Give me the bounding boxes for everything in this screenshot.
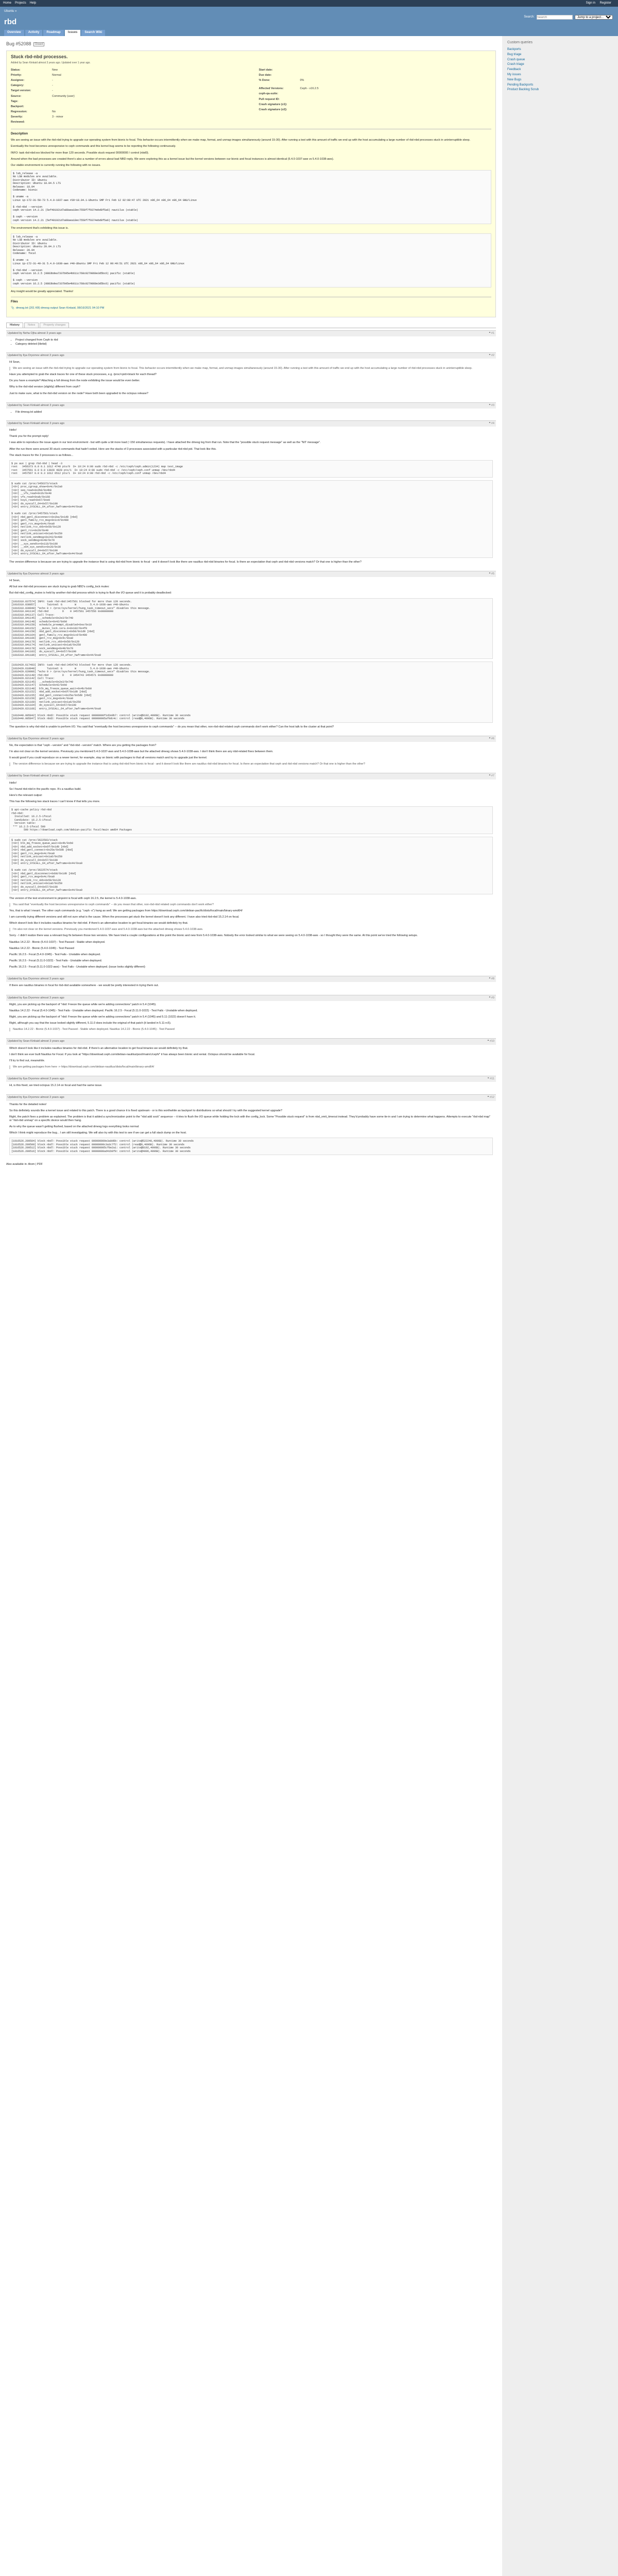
journal-actions bbox=[489, 332, 494, 335]
journal-body bbox=[6, 1082, 496, 1092]
journal-number[interactable]: #12 bbox=[489, 1096, 494, 1099]
note-paragraph: Here's the relevant output: bbox=[9, 793, 43, 797]
quote-icon[interactable]: ❝ bbox=[489, 332, 491, 335]
attribute-key: Priority: bbox=[11, 74, 22, 77]
sidebar-query-link[interactable]: Crash triage bbox=[507, 63, 524, 66]
attribute-key: Backport: bbox=[11, 105, 24, 108]
attributes-left bbox=[11, 69, 244, 126]
attribute-key: ceph-qa-suite: bbox=[259, 92, 279, 96]
change-item: • Project changed from Ceph to rbd bbox=[15, 338, 493, 342]
sidebar-query-link[interactable]: Feedback bbox=[507, 68, 521, 72]
journal-number[interactable]: #11 bbox=[490, 1077, 494, 1081]
journal-entry bbox=[6, 773, 496, 974]
code-block: [1016310.837574] INFO: task rbd-nbd:3457561 blocked for more than 120 seconds. [1016310.838857] Tainted: G W 5.4.0-1038-aws #40-Ubuntu [1016310.839940] "echo 0 > /proc/sys/kernel/hung_task_timeout_secs" disables this message. [1016310.841134] rbd-nbd D 0 3457561 3457556 0x00000000 [1016310.841137] Call Trace: [1016310.841145] __schedule+0x2e3/0x740 [1016310.841148] schedule+0x42/0xb0 [1016310.841150] schedule_preempt_disabled+0xe/0x10 [1016310.841152] __mutex_lock.isra.0+0x182/0x4f0 [1016310.841158] nbd_genl_disconnect+0xb8/0x1d0 [nbd] [1016310.841164] genl_family_rcv_msg+0x1cd/0x400 [1016310.841166] genl_rcv_msg+0x4c/0xa0 [1016310.841170] netlink_rcv_skb+0x50/0x120 [1016310.841174] netlink_unicast+0x1a6/0x250 [1016310.841178] sock_sendmsg+0x48/0x70 [1016310.841183] do_syscall_64+0x57/0x190 [1016310.841186] entry_SYSCALL_64_after_hwframe+0x44/0xa9 bbox=[9, 598, 493, 659]
main-menu bbox=[4, 30, 105, 36]
header bbox=[0, 7, 618, 36]
journal-body bbox=[6, 359, 496, 400]
description-para: Eventually the host becomes unresponsive to ceph commands and this kernel bug seems to be reporting the following continuously. bbox=[11, 145, 176, 148]
attribute-row bbox=[11, 74, 244, 77]
journal-header bbox=[6, 571, 496, 577]
note-paragraph: The question is why rbd-nbd is unable to perform I/O. You said that "eventually the host becomes unresponsive to ceph commands" -- do you mean that other, non-rbd-nbd related ceph commands don't work either? Can the host talk to the cluster at that point? bbox=[9, 725, 334, 728]
projects-link[interactable]: Projects bbox=[15, 1, 26, 5]
attribute-row bbox=[259, 74, 492, 77]
quote-block: You said that "eventually the host becomes unresponsive to ceph commands" -- do you mean that other, non-rbd-nbd related ceph commands don't work either? bbox=[9, 903, 493, 907]
env-stable-code: $ lsb_release -a No LSB modules are available. Distributor ID: Ubuntu Description: Ubuntu 18.04.5 LTS Release: 18.04 Codename: bionic $ uname -a Linux ip-172-31-50-73 5.4.0-1037-aws #39~18.04.1-Ubuntu SMP Fri Feb 12 02:08:47 UTC 2021 x86_64 x86_64 x86_64 GNU/Linux $ rbd-nbd --version ceph version 14.2.21 (5ef401921d7a88aea18ec7558f7f9374ebd8f5a6) nautilus (stable) $ ceph --version ceph version 14.2.21 (5ef401921d7a88aea18ec7558f7f9374ebd8f5a6) nautilus (stable) bbox=[11, 170, 491, 225]
attribute-row bbox=[11, 121, 244, 124]
code-block: $ ps aux | grep rbd-nbd | head -3 root 3456373 0.0 0.1 1612 4740 pts/0 D+ 19:24 0:00 sudo rbd-nbd -c /etc/ceph/ceph.admin(1234) map test_image root 3457561 0.0 0.0 13028 4828 pts/1 D+ 19:24 0:00 sudo rbd-nbd -c /etc/ceph/ceph.conf unmap /dev/nbd4 root 3457567 0.0 0.3 1612 6512 pts/1 D+ 19:24 0:00 rbd-nbd -c /etc/ceph/ceph.conf unmap /dev/nbd4 bbox=[9, 460, 493, 478]
attribute-row bbox=[259, 87, 492, 91]
export-links[interactable]: Also available in: Atom | PDF bbox=[6, 1163, 43, 1166]
quote-icon[interactable]: ❝ bbox=[489, 403, 491, 407]
note-paragraph: Which I think might reproduce the bug... I am still investigating. We will also try with this test to see if we can get a full stack dump on the host. bbox=[9, 1131, 187, 1135]
attribute-value: 3 - minor bbox=[52, 115, 63, 119]
attribute-value: - bbox=[52, 79, 53, 82]
journal-header bbox=[6, 976, 496, 982]
attribute-key: Due date: bbox=[259, 74, 272, 77]
note-paragraph: No, the expectation is that "ceph --version" and "rbd-nbd --version" match. Where are you getting the packages from? bbox=[9, 743, 157, 747]
note-paragraph: Which doesn't look like it includes nautilus binaries for rbd-nbd. If there's an alternative location to get focal binaries we would definitely try that. bbox=[9, 922, 188, 925]
attribute-key: % Done: bbox=[259, 79, 270, 82]
attribute-row bbox=[11, 105, 244, 109]
description-para: Any insight would be greatly appreciated. Thanks! bbox=[11, 290, 74, 294]
journal-author[interactable]: Updated by Ilya Dryomov almost 3 years ago bbox=[8, 1077, 64, 1081]
quote-block: We are getting packages from here -> https://download.ceph.com/debian-nautilus/dists/focal/main/binary-amd64/ bbox=[9, 1065, 493, 1069]
issue-box bbox=[6, 50, 496, 317]
journal-actions bbox=[489, 737, 494, 741]
code-block: $ sudo cat /proc/3456373/stack [<0>] proc_cgroup_show+0x4c/0x2a0 [<0>] seq_read+0x2b0/0x4b0 [<0>] __vfs_read+0x1b/0x40 [<0>] vfs_read+0xab/0x160 [<0>] ksys_read+0x67/0xe0 [<0>] do_syscall_64+0x57/0x190 [<0>] entry_SYSCALL_64_after_hwframe+0x44/0xa9 $ sudo cat /proc/3457561/stack [<0>] nbd_genl_disconnect+0x1ba/0x1d0 [nbd] [<0>] genl_family_rcv_msg+0x1cd/0x400 [<0>] genl_rcv_msg+0x4c/0xa0 [<0>] netlink_rcv_skb+0x50/0x120 [<0>] genl_rcv+0x29/0x40 [<0>] netlink_unicast+0x1a6/0x250 [<0>] netlink_sendmsg+0x243/0x480 [<0>] sock_sendmsg+0x48/0x70 [<0>] __sys_sendto+0x118/0x190 [<0>] __x64_sys_sendto+0x28/0x30 [<0>] do_syscall_64+0x57/0x190 [<0>] entry_SYSCALL_64_after_hwframe+0x44/0xa9 bbox=[9, 480, 493, 558]
note-paragraph: Sorry - I didn't realize there was a relevant bug fix between those two versions. We have tried a couple configurations at this point the bionic and new from 5.4.0-1038-aws. Nobody the error looked similar to what we were seeing on 5.4.0-1038-aws - so I thought they were the same. At this point we've tried the following setups. bbox=[9, 934, 418, 938]
quote-icon[interactable]: ❝ bbox=[487, 1040, 490, 1043]
attribute-row bbox=[11, 115, 244, 119]
code-block: [1016526.209504] block nbd7: Possible stuck request 000000009e3a0d6b: control (write@522240,4096B). Runtime 30 seconds [1016526.209509] block nbd7: Possible stuck request 00000000c3a3c7f2: control (read@0,4096B). Runtime 30 seconds [1016526.209512] block nbd7: Possible stuck request 000000005cf8e2a1: control (write@8192,4096B). Runtime 30 seconds [1016526.209516] block nbd7: Possible stuck request 00000000ad41b0f9: control (write@4096,4096B). Runtime 30 seconds bbox=[9, 1138, 493, 1155]
tab-search-wiki[interactable]: Search Wiki bbox=[81, 30, 105, 36]
journal-body bbox=[6, 427, 496, 569]
journal-header bbox=[6, 1076, 496, 1082]
register-link[interactable]: Register bbox=[599, 1, 611, 5]
quick-search bbox=[524, 15, 613, 20]
tab-issues[interactable]: Issues bbox=[65, 30, 81, 36]
journal-entry bbox=[6, 420, 496, 569]
attribute-value: Normal bbox=[52, 74, 61, 77]
attribute-value: Ceph - v16.2.5 bbox=[300, 87, 319, 91]
attribute-value: - bbox=[52, 84, 53, 88]
attribute-key: Status: bbox=[11, 68, 21, 72]
tab-activity[interactable]: Activity bbox=[25, 30, 43, 36]
attribute-key: Regression: bbox=[11, 110, 27, 113]
journal-entry bbox=[6, 1094, 496, 1160]
note-paragraph: Hello! bbox=[9, 781, 17, 785]
note-paragraph: As to why the queue wasn't getting flushed, based on the attached dmesg logs everything looks normal: bbox=[9, 1125, 140, 1129]
note-paragraph: But rbd-nbd_config_mutex is held by another rbd-nbd process which is trying to flush the I/O queue and it is probably deadlocked: bbox=[9, 591, 172, 595]
tab-property-changes[interactable]: Property changes bbox=[40, 323, 69, 328]
quote-block: The version difference is because we are trying to upgrade the instance that is using rbd-nbd from bionic to focal - and it doesn't look like there are nautilus rbd-nbd binaries for focal. Is there an expectation that ceph and rbd-nbd versions match? Or that one is higher than the other? bbox=[9, 762, 493, 766]
journal-actions bbox=[489, 774, 494, 778]
journal-actions bbox=[488, 1077, 494, 1081]
change-item: • Category deleted (librbd) bbox=[15, 343, 493, 346]
note-paragraph: Thank you for the prompt reply! bbox=[9, 435, 49, 438]
quote-icon[interactable]: ❝ bbox=[489, 353, 491, 357]
attribute-key: Category: bbox=[11, 84, 24, 88]
quote-block: We are seeing an issue with the rbd-nbd trying to upgrade our operating system from bionic to focal. This behavior occurs intermittently when we make map, format, and unmap images simultaneously (around 15-30). After running a test with this amount of traffic we end up with the host accumulating a large number of rbd-nbd processes stuck in uninterruptible sleep. bbox=[9, 367, 493, 370]
note-paragraph: Hi Sean, bbox=[9, 579, 21, 583]
journal-actions bbox=[489, 996, 494, 1000]
note-paragraph: Right, the patch fixes a problem as explained. The problem is that it added a synchronization point to the "nbd add sock" sequence -- it tries to flush the I/O queue while holding the lock with the config_lock. Some "Possible stuck request" is from nbd_xmit_timeout instead. They'd probably have some tie-in and I am trying to determine what happens. Attempts to execute "rbd-nbd map" or "rbd-nbd unmap" on a specific device would then hang. bbox=[9, 1115, 491, 1122]
attachment-link[interactable]: dmesg.txt (201 KB) dmesg output Sean Kinkaid, 08/16/2021 04:10 PM bbox=[15, 307, 105, 310]
files-label: Files bbox=[11, 300, 18, 304]
note-paragraph: So this definitely sounds like a kernel issue and related to this patch. There is a good chance it is fixed upstream - or is this worthwhile as backport to distributions so what should I try with the suggested kernel upgrade? bbox=[9, 1109, 283, 1112]
note-paragraph: Right, although you say that the issue looked slightly different, 5.11.0 does include the original of that patch (it landed in 5.11-rc5). bbox=[9, 1022, 171, 1025]
attribute-row bbox=[11, 95, 244, 98]
journal-header bbox=[6, 420, 496, 427]
description bbox=[11, 132, 491, 294]
code-block: [1016429.617493] INFO: task rbd-nbd:3454743 blocked for more than 120 seconds. [1016429.618940] Tainted: G W 5.4.0-1038-aws #40-Ubuntu [1016429.620006] "echo 0 > /proc/sys/kernel/hung_task_timeout_secs" disables this message. [1016429.621140] rbd-nbd D 0 3454743 3454571 0x00000000 [1016429.621142] Call Trace: [1016429.621145] __schedule+0x2e3/0x740 [1016429.621147] schedule+0x42/0xb0 [1016429.621148] blk_mq_freeze_queue_wait+0x4b/0xb0 [1016429.621152] nbd_add_socket+0x6f/0x1d0 [nbd] [1016429.621155] nbd_genl_connect+0x25e/0x5d0 [nbd] [1016429.621156] genl_rcv_msg+0x4c/0xa0 [1016429.621160] netlink_unicast+0x1a6/0x250 [1016429.621164] do_syscall_64+0x57/0x190 [1016429.621166] entry_SYSCALL_64_after_hwframe+0x44/0xa9 [1016440.005842] block nbd2: Possible stuck request 00000000f1d2e9b7: control (write@8192,4096B). Runtime 30 seconds [1016440.005847] block nbd2: Possible stuck request 000000005af0dc4c: control (read@0,4096B). Runtime 30 seconds bbox=[9, 662, 493, 723]
attribute-key: Affected Versions: bbox=[259, 87, 284, 91]
help-link[interactable]: Help bbox=[29, 1, 37, 5]
note-paragraph: So I found rbd-nbd in the pacific repo. It's a nautilus build. bbox=[9, 787, 81, 791]
note-paragraph: The stack traces for the 3 processes is as follows... bbox=[9, 453, 74, 457]
note-paragraph: Right, you are picking up the backport of "nbd: Freeze the queue while we're adding connections" patch in 5.4 (1045). bbox=[9, 1003, 157, 1006]
attribute-key: Tags: bbox=[11, 99, 19, 103]
journal-entry bbox=[6, 402, 496, 418]
issue-heading: Bug #52088 bbox=[6, 41, 31, 46]
sidebar-query-link[interactable]: New Bugs bbox=[507, 78, 522, 81]
attribute-row bbox=[259, 92, 492, 96]
journal-number[interactable]: #2 bbox=[491, 353, 494, 357]
note-paragraph: Nautilus 14.2.22 - Bionic (5.4.0-1037) - Test Passed - Stable when deployed. bbox=[9, 940, 106, 944]
journal-header bbox=[6, 1038, 496, 1044]
sidebar-query-link[interactable]: Bug triage bbox=[507, 53, 522, 56]
journal-body bbox=[6, 1001, 496, 1037]
journal-body bbox=[6, 779, 496, 974]
journal-actions bbox=[489, 422, 494, 426]
quote-icon[interactable]: ❝ bbox=[489, 421, 491, 425]
code-block: $ apt-cache policy rbd-nbd rbd-nbd: Installed: 16.2.5-1focal Candidate: 16.2.5-1focal Version table: *** 16.2.5-1focal 500 500 https://download.ceph.com/debian-pacific focal/main amd64 Packages bbox=[9, 806, 493, 834]
journal-actions bbox=[489, 354, 494, 358]
journal-author[interactable]: Updated by Sean Kinkaid almost 3 years ago bbox=[8, 1040, 65, 1043]
sidebar-query-link[interactable]: Pending Backports bbox=[507, 83, 534, 87]
note-paragraph: Just to make sure, what is the rbd-nbd version on the node? Have both been upgraded to the octopus release? bbox=[9, 392, 148, 395]
journal-author[interactable]: Updated by Ilya Dryomov almost 3 years ago bbox=[8, 996, 64, 999]
description-para: Our stable environment is currently running the following with no issues. bbox=[11, 163, 101, 167]
description-para: We are seeing an issue with the rbd-nbd trying to upgrade our operating system from bionic to focal. This behavior occurs intermittently when we make map, format, and unmap images simultaneously (around 15-30). After running a test with this amount of traffic we end up with the host accumulating a large number of rbd-nbd processes stuck in uninterruptible sleep. bbox=[11, 139, 471, 142]
note-paragraph: The version of the test environment to pinpoint is focal with ceph 16.2.5, the kernel is 5.4.0-1038-aws. bbox=[9, 896, 137, 900]
search-input[interactable] bbox=[537, 15, 573, 20]
journal-entry bbox=[6, 736, 496, 771]
note-paragraph: I'm also not clear on the kernel versions. Previously you mentioned 5.4.0-1037-aws and 5.4.0-1038-aws but the attached dmesg shows 5.4.0-1038-aws. I don't think there are any nbd-related fixes between them. bbox=[9, 750, 273, 753]
note-paragraph: I don't think we ever built Nautilus for Focal. If you look at "https://download.ceph.com/debian-nautilus/pool/main/c/ceph/" it has always been bionic and xenial. Octopus should be available for focal. bbox=[9, 1053, 255, 1056]
journal-header bbox=[6, 773, 496, 779]
journal-entry bbox=[6, 571, 496, 734]
change-list bbox=[15, 411, 493, 414]
journal-number[interactable]: #1 bbox=[491, 332, 494, 335]
journal-author[interactable]: Updated by Sean Kinkaid almost 3 years ago bbox=[8, 421, 65, 425]
attribute-key: Assignee: bbox=[11, 79, 25, 82]
journal-actions bbox=[487, 1040, 494, 1043]
attribute-key: Reviewed: bbox=[11, 121, 25, 124]
attribute-row bbox=[11, 89, 244, 93]
journal-author[interactable]: Updated by Neha Ojha almost 3 years ago bbox=[8, 332, 61, 335]
journal-header bbox=[6, 330, 496, 336]
journal-entry bbox=[6, 352, 496, 400]
project-title: rbd bbox=[4, 17, 17, 26]
attribute-row bbox=[11, 110, 244, 114]
top-menu bbox=[0, 0, 618, 7]
change-item: • File dmesg.txt added bbox=[15, 411, 493, 414]
journal-body bbox=[6, 577, 496, 734]
attribute-row bbox=[11, 84, 244, 88]
note-paragraph: Pacific 16.2.5 - Focal (5.4.0-1045) - Test Fails - Unstable when deployed. bbox=[9, 953, 101, 956]
attribute-key: Pull request ID: bbox=[259, 97, 280, 101]
journal-entry bbox=[6, 995, 496, 1037]
description-para: INFO: task rbd-nbd:xxx blocked for more than 120 seconds. Possible stuck request 00000000 / control (nbd0). bbox=[11, 151, 149, 155]
issue-subject: Stuck rbd-nbd processes. bbox=[11, 54, 68, 59]
quote-icon[interactable]: ❝ bbox=[489, 977, 491, 981]
paperclip-icon: 📎 bbox=[11, 307, 14, 310]
description-para: Around when the bad processes are created there's also a number of errors about bad NBD reply. We were exploring this as a kernel issue but the kernel versions between our bionic and focal instances is almost identical (5.4.0-1037-aws vs 5.4.0-1038-aws). bbox=[11, 157, 334, 161]
attribute-key: Severity: bbox=[11, 115, 23, 119]
sidebar-query-link[interactable]: Crash queue bbox=[507, 58, 525, 61]
journal-author[interactable]: Updated by Ilya Dryomov almost 3 years ago bbox=[8, 1096, 64, 1099]
attribute-value: 0% bbox=[300, 79, 304, 82]
journal-header bbox=[6, 1094, 496, 1100]
attribute-key: Start date: bbox=[259, 68, 273, 72]
change-list bbox=[15, 338, 493, 346]
attributes bbox=[11, 69, 491, 126]
journal-header bbox=[6, 352, 496, 359]
attribute-value: New bbox=[52, 68, 58, 72]
issue-author: Added by Sean Kinkaid almost 3 years ago. Updated over 1 year ago. bbox=[11, 61, 91, 65]
journal-header bbox=[6, 736, 496, 742]
journal-number[interactable]: #6 bbox=[491, 737, 494, 740]
journal-number[interactable]: #8 bbox=[491, 977, 494, 981]
journal-author[interactable]: Updated by Ilya Dryomov almost 3 years ago bbox=[8, 353, 64, 357]
note-paragraph: Thanks for the detailed notes! bbox=[9, 1103, 47, 1106]
journal-entry bbox=[6, 330, 496, 350]
home-link[interactable]: Home bbox=[3, 1, 12, 5]
attribute-row bbox=[11, 79, 244, 82]
note-paragraph: If there are nautilus binaries in focal for rbd-nbd available somewhere - we would be pretty interested in trying them out. bbox=[9, 984, 159, 988]
env-unstable-code: $ lsb_release -a No LSB modules are available. Distributor ID: Ubuntu Description: Ubuntu 20.04.3 LTS Release: 20.04 Codename: focal $ uname -a Linux ip-172-31-49-31 5.4.0-1038-aws #40-Ubuntu SMP Fri Feb 12 00:49:51 UTC 2021 x86_64 x86_64 x86_64 GNU/Linux $ rbd-nbd --version ceph version 16.2.5 (0883bdea7337b95e4b611c768c0279868e3d5bc6) pacific (stable) $ ceph --version ceph version 16.2.5 (0883bdea7337b95e4b611c768c0279868e3d5bc6) pacific (stable) bbox=[11, 233, 491, 288]
attribute-row bbox=[11, 69, 244, 72]
journal-header bbox=[6, 995, 496, 1001]
journal-entry bbox=[6, 1038, 496, 1074]
note-paragraph: I'll try to find out, meanwhile. bbox=[9, 1059, 45, 1062]
attribute-value: No bbox=[52, 110, 56, 113]
journal-body bbox=[6, 742, 496, 771]
journal-actions bbox=[487, 1096, 494, 1099]
quote-block: I'm also not clear on the kernel versions. Previously you mentioned 5.4.0-1037-aws and 5.4.0-1038-aws but the attached dmesg shows 5.4.0-1038-aws. bbox=[9, 928, 493, 931]
journal-entry bbox=[6, 1076, 496, 1092]
journal-number[interactable]: #7 bbox=[491, 774, 494, 778]
journal-author[interactable]: Updated by Sean Kinkaid almost 3 years ago bbox=[8, 403, 65, 407]
sidebar bbox=[502, 36, 618, 2576]
attribute-key: Crash signature (v2): bbox=[259, 108, 287, 111]
journal-author[interactable]: Updated by Ilya Dryomov almost 3 years ago bbox=[8, 572, 64, 575]
journal-author[interactable]: Updated by Ilya Dryomov almost 3 years ago bbox=[8, 977, 64, 981]
journal-number[interactable]: #3 bbox=[491, 403, 494, 407]
sidebar-title: Custom queries bbox=[507, 41, 533, 44]
history bbox=[6, 330, 496, 1160]
note-paragraph: Pacific 16.2.5 - Focal (5.11.0-1022-aws) - Test Fails - Unstable when deployed. (issue looks slightly different) bbox=[9, 965, 145, 969]
note-paragraph: After the run there were around 30 stuck commands that hadn't exited. Here are the stacks of 3 processes associated with a particular rbd-nbd pid. That look like this. bbox=[9, 447, 217, 451]
sidebar-query-link[interactable]: Backports bbox=[507, 48, 521, 52]
description-para: The environment that's exhibiting this issue is. bbox=[11, 227, 69, 230]
journal-author[interactable]: Updated by Sean Kinkaid almost 3 years ago bbox=[8, 774, 65, 778]
attribute-row bbox=[259, 79, 492, 82]
journal-body bbox=[6, 336, 496, 350]
note-paragraph: All but one rbd-nbd processes are stuck trying to grab NBD's config_lock mutex: bbox=[9, 585, 110, 589]
note-paragraph: I was able to reproduce the issue again in our test environment - but with quite a bit more load (~150 simultaneous requests). I have attached the dmesg log from that run. Note that the "possible stuck request message" as well as the "NIT message". bbox=[9, 441, 321, 445]
status-badge: Closed bbox=[33, 42, 45, 47]
jump-select[interactable] bbox=[575, 15, 613, 20]
files-section bbox=[11, 300, 491, 310]
search-label: Search: bbox=[524, 15, 535, 19]
quote-icon[interactable]: ❝ bbox=[487, 1077, 490, 1081]
journal-number[interactable]: #5 bbox=[491, 572, 494, 575]
quote-icon[interactable]: ❝ bbox=[489, 572, 491, 575]
main-content bbox=[0, 36, 502, 2576]
note-paragraph: Have you attempted to grab the stack traces for one of these stuck processes, e.g. /proc/<pid>/stack for each thread? bbox=[9, 373, 157, 377]
journal-body bbox=[6, 409, 496, 418]
tab-notes[interactable]: Notes bbox=[24, 323, 39, 328]
note-paragraph: Hi Sean, bbox=[9, 360, 21, 364]
journal-actions bbox=[489, 977, 494, 981]
sidebar-query-link[interactable]: Product Backlog Scrub bbox=[507, 88, 539, 92]
journal-actions bbox=[489, 572, 494, 576]
note-paragraph: Which doesn't look like it includes nautilus binaries for rbd-nbd. If there's an alternative location to get focal binaries we would definitely try that. bbox=[9, 1046, 188, 1050]
attribute-key: Target version: bbox=[11, 89, 31, 93]
attribute-value: Community (user) bbox=[52, 94, 75, 98]
quote-icon[interactable]: ❝ bbox=[487, 1096, 490, 1099]
attribute-value: - bbox=[52, 89, 53, 93]
description-label: Description bbox=[11, 132, 28, 136]
note-paragraph: It would good if you could reproduce on a newer kernel, for example, stay on bionic with packages to that all versions match and try to upgrade just the kernel. bbox=[9, 756, 208, 760]
tab-history[interactable]: History bbox=[6, 323, 23, 328]
quote-block: Nautilus 14.2.22 - Bionic (5.4.0-1037) - Test Passed - Stable when deployed. Nautilus 14.2.22 - Bionic (5.4.0-1045) - Test Passed bbox=[9, 1028, 493, 1031]
journal-number[interactable]: #4 bbox=[491, 421, 494, 425]
attribute-row bbox=[259, 98, 492, 101]
attribute-row bbox=[259, 108, 492, 112]
breadcrumb[interactable]: Ubuntu » bbox=[4, 10, 17, 13]
attribute-row bbox=[11, 100, 244, 104]
journal-body bbox=[6, 1045, 496, 1074]
journal-author[interactable]: Updated by Ilya Dryomov almost 3 years ago bbox=[8, 737, 64, 740]
journal-body bbox=[6, 1101, 496, 1160]
attribute-key: Source: bbox=[11, 94, 22, 98]
journal-actions bbox=[489, 404, 494, 408]
tab-roadmap[interactable]: Roadmap bbox=[43, 30, 63, 36]
code-block: $ sudo cat /proc/3622503/stack [<0>] blk_mq_freeze_queue_wait+0x4b/0xb0 [<0>] nbd_add_socket+0x6f/0x1d0 [nbd] [<0>] nbd_genl_connect+0x25e/0x5d0 [nbd] [<0>] genl_rcv_msg+0x4c/0xa0 [<0>] netlink_unicast+0x1a6/0x250 [<0>] do_syscall_64+0x57/0x190 [<0>] entry_SYSCALL_64_after_hwframe+0x44/0xa9 $ sudo cat /proc/3622574/stack [<0>] nbd_genl_disconnect+0xb8/0x1d0 [nbd] [<0>] genl_rcv_msg+0x4c/0xa0 [<0>] netlink_rcv_skb+0x50/0x120 [<0>] netlink_unicast+0x1a6/0x250 [<0>] do_syscall_64+0x57/0x190 [<0>] entry_SYSCALL_64_after_hwframe+0x44/0xa9 bbox=[9, 837, 493, 894]
attribute-row bbox=[259, 69, 492, 72]
note-paragraph: Right, you are picking up the backport of "nbd: Freeze the queue while we're adding connections" patch in 5.4 (1045) and 5.11 (1022) doesn't have it. bbox=[9, 1015, 196, 1019]
note-paragraph: Nautilus 14.2.22 - Focal (5.4.0-1045) - Test Fails - Unstable when deployed. Pacific 16.2.5 - Focal (5.11.0-1022) - Test Fails - Unstable when deployed. bbox=[9, 1009, 198, 1012]
quote-icon[interactable]: ❝ bbox=[489, 737, 491, 740]
attributes-right bbox=[259, 69, 492, 126]
note-paragraph: The version difference is because we are trying to upgrade the instance that is using rbd-nbd from bionic to focal - and it doesn't look like there are nautilus rbd-nbd binaries for focal. Is there an expectation that ceph and rbd-nbd versions match? Or that one is higher than the other? bbox=[9, 560, 362, 564]
note-paragraph: Hi, is this fixed, we tried octopus 15.2.14 on focal and had the same issue. bbox=[9, 1084, 102, 1088]
note-paragraph: Pacific 16.2.5 - Focal (5.11.0-1022) - Test Fails - Unstable when deployed. bbox=[9, 959, 102, 962]
sign-in-link[interactable]: Sign in bbox=[586, 1, 595, 5]
note-paragraph: Yes, that is what I meant. The other ceph commands (e.g. "ceph -s") hang as well. We are getting packages from https://download.ceph.com/debian-pacific/dists/focal/main/binary-amd64/ bbox=[9, 909, 243, 912]
journal-body bbox=[6, 982, 496, 992]
journal-number[interactable]: #9 bbox=[491, 996, 494, 999]
journal-number[interactable]: #10 bbox=[489, 1040, 494, 1043]
note-paragraph: Why is the rbd-nbd version (slightly) different from ceph? bbox=[9, 385, 80, 389]
note-paragraph: Nautilus 14.2.22 - Bionic (5.4.0-1045) - Test Passed bbox=[9, 946, 74, 950]
tab-overview[interactable]: Overview bbox=[4, 30, 24, 36]
journal-entry bbox=[6, 976, 496, 992]
sidebar-query-link[interactable]: My issues bbox=[507, 73, 521, 77]
note-paragraph: Do you have a example? Attaching a full dmesg from the node exhibiting the issue would be even better. bbox=[9, 379, 140, 383]
quote-icon[interactable]: ❝ bbox=[489, 996, 491, 999]
history-tabs bbox=[6, 323, 496, 328]
attribute-row bbox=[259, 103, 492, 107]
note-paragraph: Hello! bbox=[9, 429, 17, 432]
note-paragraph: This has the following two stack traces I can't know if that tells you more. bbox=[9, 800, 100, 803]
journal-header bbox=[6, 402, 496, 409]
attribute-key: Crash signature (v1): bbox=[259, 103, 287, 106]
quote-icon[interactable]: ❝ bbox=[489, 774, 491, 778]
note-paragraph: I am currently trying different versions and still not sure what is the cause. When the processes get stuck the kernel doesn't look any different. I have also tried rbd-nbd 15.2.14 on focal. bbox=[9, 915, 239, 919]
